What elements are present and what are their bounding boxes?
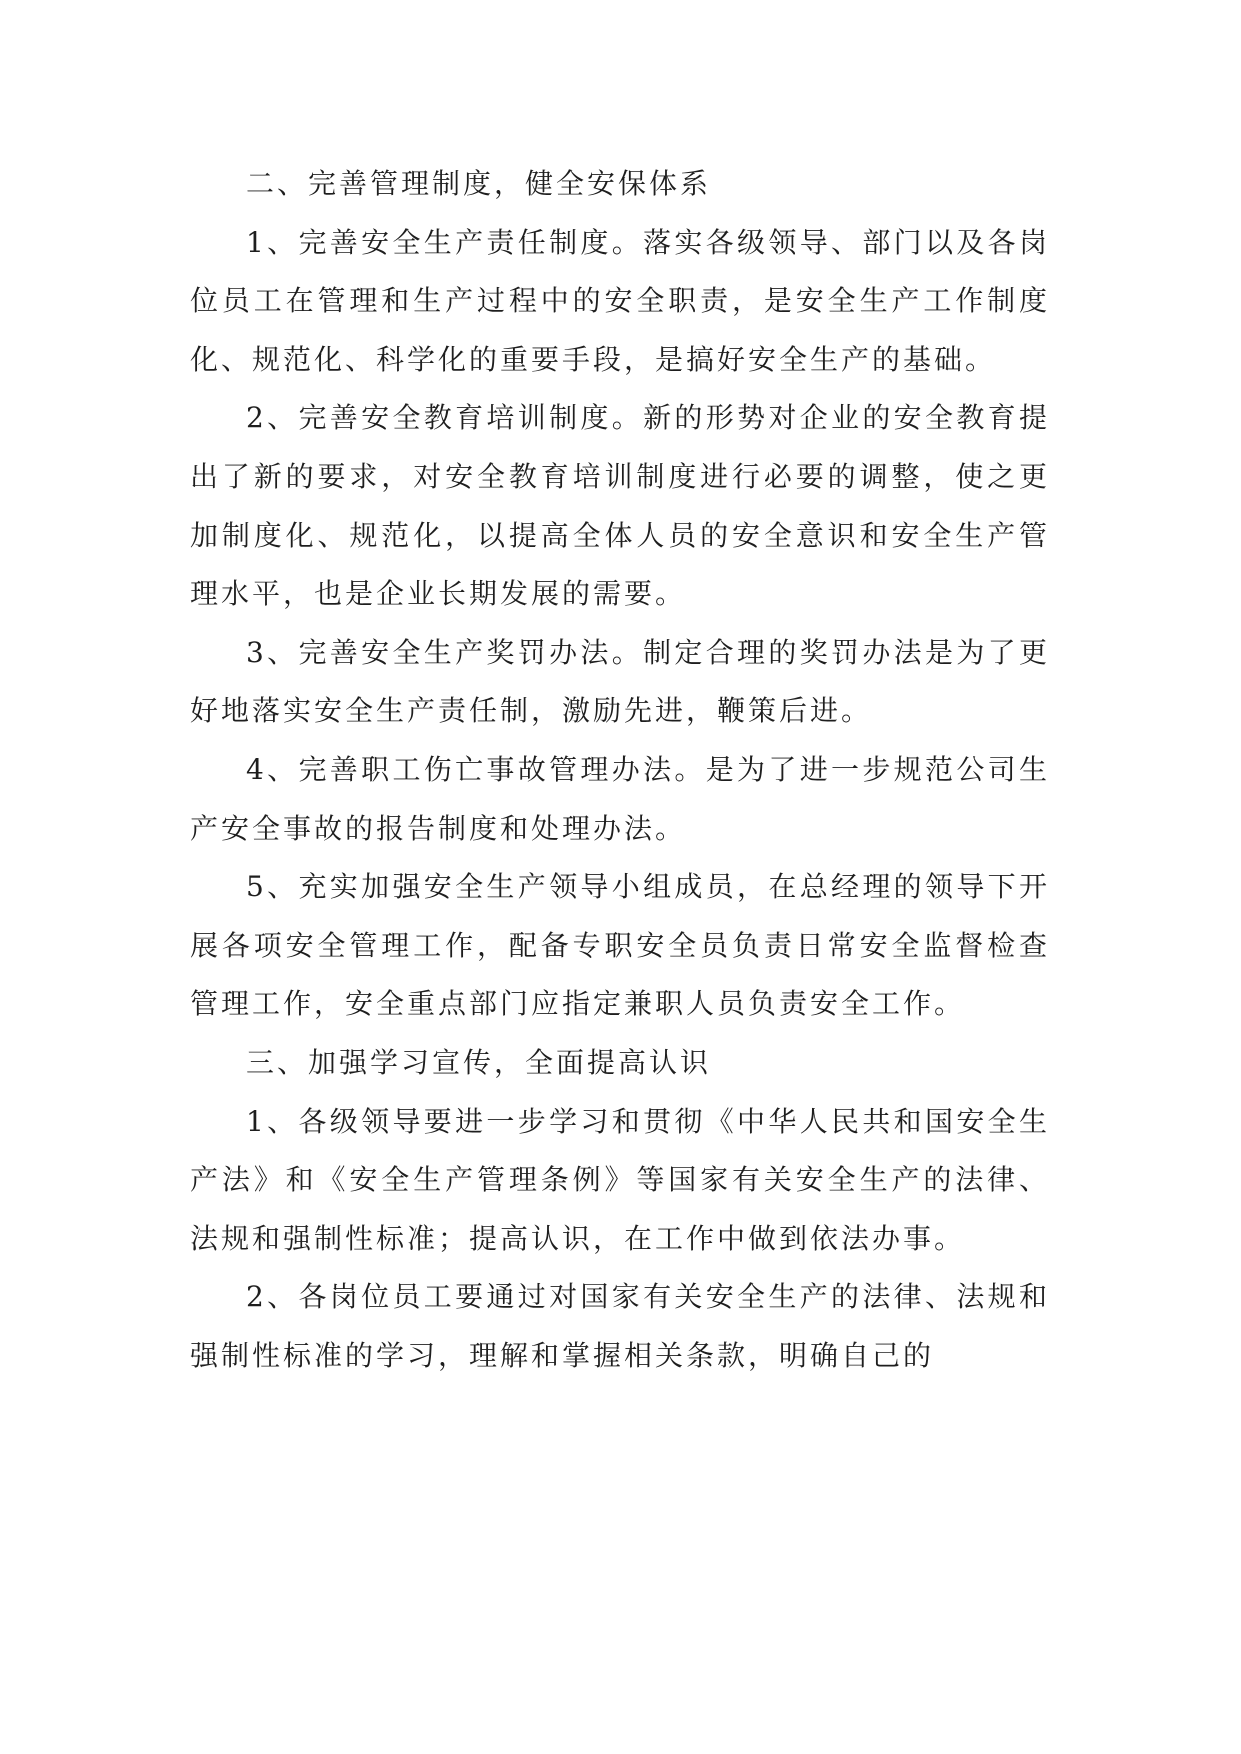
section-heading-3: 三、加强学习宣传，全面提高认识: [246, 1045, 712, 1079]
paragraph-2-2: 2、完善安全教育培训制度。新的形势对企业的安全教育提出了新的要求，对安全教育培训制度进行必要的调整，使之更加制度化、规范化，以提高全体人员的安全意识和安全生产管理水平，也是企业长期发展的需要。: [190, 401, 1050, 611]
paragraph-3-1: 1、各级领导要进一步学习和贯彻《中华人民共和国安全生产法》和《安全生产管理条例》等国家有关安全生产的法律、法规和强制性标准；提高认识，在工作中做到依法办事。: [190, 1104, 1050, 1255]
paragraph-2-5: 5、充实加强安全生产领导小组成员，在总经理的领导下开展各项安全管理工作，配备专职安全员负责日常安全监督检查管理工作，安全重点部门应指定兼职人员负责安全工作。: [190, 870, 1050, 1021]
paragraph-3-2: 2、各岗位员工要通过对国家有关安全生产的法律、法规和强制性标准的学习，理解和掌握相关条款，明确自己的: [190, 1280, 1050, 1372]
paragraph-2-1: 1、完善安全生产责任制度。落实各级领导、部门以及各岗位员工在管理和生产过程中的安全职责，是安全生产工作制度化、规范化、科学化的重要手段，是搞好安全生产的基础。: [190, 225, 1050, 376]
paragraph-2-3: 3、完善安全生产奖罚办法。制定合理的奖罚办法是为了更好地落实安全生产责任制，激励先进，鞭策后进。: [190, 635, 1050, 728]
paragraph-2-4: 4、完善职工伤亡事故管理办法。是为了进一步规范公司生产安全事故的报告制度和处理办法。: [190, 752, 1050, 845]
document-body: [190, 155, 1050, 1385]
section-heading-2: 二、完善管理制度，健全安保体系: [246, 167, 712, 200]
